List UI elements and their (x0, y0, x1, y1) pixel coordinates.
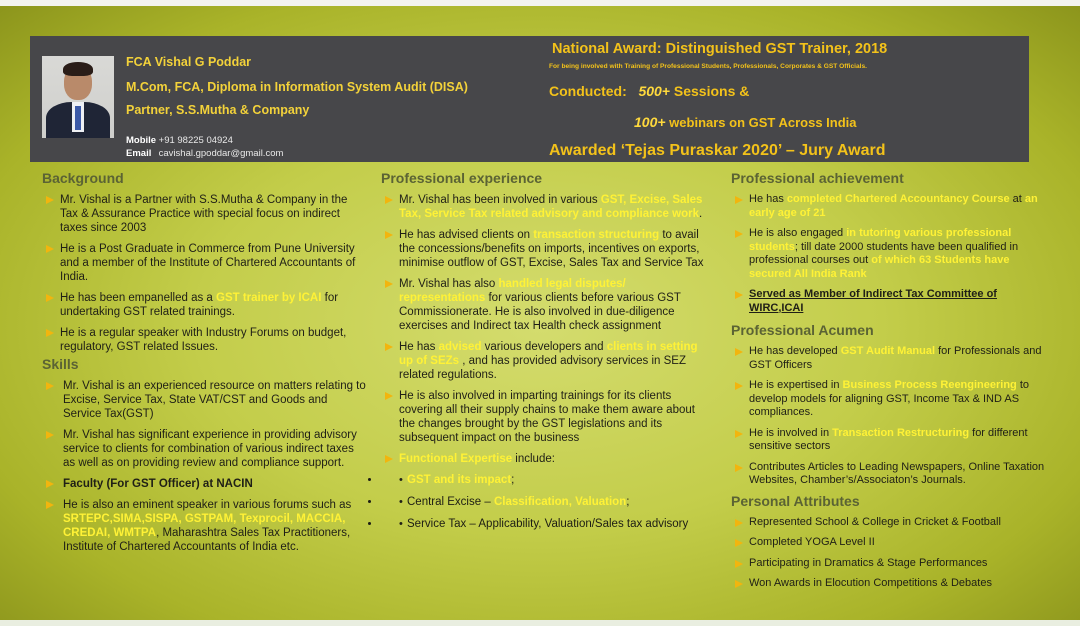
contact-block (126, 134, 283, 160)
list-item: Mr. Vishal has significant experience in providing advisory service to clients for combination of various indirect taxes as well as on providing review and compliance support. (42, 428, 367, 470)
mobile-label: Mobile (126, 135, 157, 146)
item-text: , and has provided advisory services in SEZ related regulations. (399, 355, 686, 381)
item-text: Central Excise – (407, 496, 494, 508)
email-row (126, 147, 283, 160)
background-list (42, 193, 367, 354)
profile-photo (42, 56, 114, 138)
profile-qualifications: M.Com, FCA, Diploma in Information System Audit (DISA) (126, 80, 468, 94)
highlight-text: completed Chartered Accountancy Course (786, 193, 1010, 205)
item-text: He has advised clients on (399, 229, 534, 241)
list-item (381, 473, 711, 487)
highlight-text: Functional Expertise (399, 453, 513, 465)
achievement-title: Professional achievement (731, 170, 904, 186)
item-text: He is involved in (749, 426, 833, 439)
experience-title: Professional experience (381, 170, 543, 186)
item-text: at (1009, 193, 1025, 205)
item-text: for undertaking GST related trainings. (60, 292, 339, 318)
item-text: various developers and (481, 341, 607, 353)
bottom-strip (0, 620, 1080, 626)
tejas-award: Awarded ‘Tejas Puraskar 2020’ – Jury Award (549, 142, 886, 159)
background-title: Background (42, 170, 124, 186)
highlight-text: of which 63 Students have secured All India Rank (749, 254, 1010, 280)
middle-column (381, 170, 711, 539)
national-award-title: National Award: Distinguished GST Trainer, 2018 (552, 41, 888, 57)
webinars-text: webinars on GST Across India (669, 115, 857, 130)
highlight-text: an early age of 21 (749, 193, 1038, 219)
list-item: Mr. Vishal is an experienced resource on matters relating to Excise, Service Tax, State VAT/CST and Goods and Service Tax(GST) (42, 379, 367, 421)
profile-header (30, 36, 1029, 162)
highlight-text: clients in setting up of SEZs (399, 341, 698, 367)
email-label: Email (126, 148, 152, 159)
item-text: ; (511, 474, 515, 486)
highlight-text: GST and its impact (407, 474, 512, 486)
list-item: Won Awards in Elocution Competitions & Debates (731, 577, 1049, 591)
highlight-text: Business Process Reengineering (842, 379, 1017, 391)
highlight-text: Classification, Valuation (493, 496, 627, 508)
national-award-subtitle: For being involved with Training of Professional Students, Professionals, Corporates & GST Officials. (549, 63, 868, 70)
sessions-count: 500+ (638, 83, 670, 99)
conducted-label: Conducted: (549, 83, 627, 99)
left-column (42, 170, 367, 561)
list-item (381, 228, 711, 270)
profile-partner: Partner, S.S.Mutha & Company (126, 103, 310, 117)
item-text: . (698, 208, 703, 220)
item-text: Mr. Vishal has been involved in various (399, 194, 601, 206)
profile-name: FCA Vishal G Poddar (126, 55, 252, 69)
item-text: , Maharashtra Sales Tax Practitioners, Institute of Chartered Accountants of India etc. (63, 527, 351, 553)
acumen-list (731, 345, 1049, 488)
profile-page (0, 6, 1080, 620)
item-text: ; till date 2000 students have been qualified in professional courses out (749, 240, 1019, 266)
item-text: He has developed (749, 345, 841, 357)
item-text: for Professionals and GST Officers (749, 345, 1042, 371)
list-item (381, 277, 711, 333)
list-item (731, 379, 1049, 420)
list-item (731, 345, 1049, 372)
mobile-row (126, 134, 283, 147)
list-item: Mr. Vishal is a Partner with S.S.Mutha & Company in the Tax & Assurance Practice with special focus on indirect taxes since 2003 (42, 193, 367, 235)
highlight-text: handled legal disputes/ representations (399, 278, 626, 304)
personal-list (731, 516, 1049, 591)
email-address[interactable]: cavishal.gpoddar@gmail.com (158, 148, 284, 159)
item-text: Mr. Vishal has also (399, 278, 499, 290)
highlight-text: in tutoring various professional students (749, 227, 1012, 253)
item-text: He has been empanelled as a (60, 292, 216, 304)
list-item: Participating in Dramatics & Stage Performances (731, 557, 1049, 571)
list-item: • • Service Tax – Applicability, Valuation/Sales tax advisory (381, 517, 711, 531)
webinars-count: 100+ (634, 114, 666, 130)
list-item: He is a Post Graduate in Commerce from Pune University and a member of the Institute of Chartered Accountants of India. (42, 242, 367, 284)
list-item (731, 427, 1049, 454)
sessions-text: Sessions & (673, 83, 750, 99)
list-item (381, 193, 711, 221)
item-text: He is also an eminent speaker in various forums such as (63, 499, 352, 511)
item-text: He is also engaged (749, 227, 847, 239)
highlight-text: GST Audit Manual (840, 345, 936, 357)
highlight-text: Transaction Restructuring (832, 426, 970, 439)
list-item (381, 452, 711, 466)
item-text: to avail the concessions/benefits on imports, incentives on exports, minimise outflow of GST, Excise, Sales Tax and Service Tax (399, 229, 704, 269)
list-item (42, 291, 367, 319)
list-item: Completed YOGA Level II (731, 536, 1049, 550)
item-text: He is expertised in (749, 379, 843, 391)
list-item: Faculty (For GST Officer) at NACIN (42, 477, 367, 491)
list-item: Represented School & College in Cricket & Football (731, 516, 1049, 530)
item-text: ; (626, 496, 630, 508)
item-text: for various clients before various GST Commissionerate. He is also involved in due-diligence exercises and Indirect tax Health check assignment (399, 292, 681, 332)
list-item: Contributes Articles to Leading Newspapers, Online Taxation Websites, Chamber’s/Associaton’s Journals. (731, 461, 1049, 488)
item-text: include: (512, 453, 555, 465)
skills-title: Skills (42, 356, 79, 372)
item-text: to develop models for aligning GST, Income Tax & IND AS compliances. (749, 379, 1030, 418)
item-text: He has (399, 341, 439, 353)
functional-expertise-list (381, 473, 711, 531)
list-item (731, 193, 1049, 220)
highlight-text: SRTEPC,SIMA,SISPA, GSTPAM, Texprocil, MACCIA, CREDAI, WMTPA (63, 513, 346, 539)
right-column (731, 170, 1049, 598)
photo-hair (63, 62, 93, 76)
personal-title: Personal Attributes (731, 492, 860, 509)
highlight-text: GST trainer by ICAI (216, 292, 322, 304)
list-item (381, 495, 711, 509)
list-item (381, 340, 711, 382)
mobile-number: +91 98225 04924 (158, 135, 233, 146)
experience-list (381, 193, 711, 466)
highlight-text: transaction structuring (533, 229, 660, 241)
achievement-list (731, 193, 1049, 315)
list-item (731, 227, 1049, 281)
webinars-line (634, 114, 857, 130)
list-item: He is also involved in imparting trainings for its clients covering all their supply chains to make them aware about the changes brought by the GST legislations and its subsequent impact on the business (381, 389, 711, 445)
list-item: Served as Member of Indirect Tax Committee of WIRC,ICAI (731, 288, 1049, 315)
list-item (42, 498, 367, 554)
photo-tie (75, 106, 81, 130)
highlight-text: advised (438, 341, 482, 353)
acumen-title: Professional Acumen (731, 322, 874, 338)
item-text: He has (749, 193, 787, 205)
list-item: He is a regular speaker with Industry Forums on budget, regulatory, GST related Issues. (42, 326, 367, 354)
skills-list (42, 379, 367, 554)
highlight-text: GST, Excise, Sales Tax, Service Tax related advisory and compliance work (399, 194, 703, 220)
item-text: for different sensitive sectors (749, 426, 1028, 452)
sessions-line (549, 83, 749, 99)
